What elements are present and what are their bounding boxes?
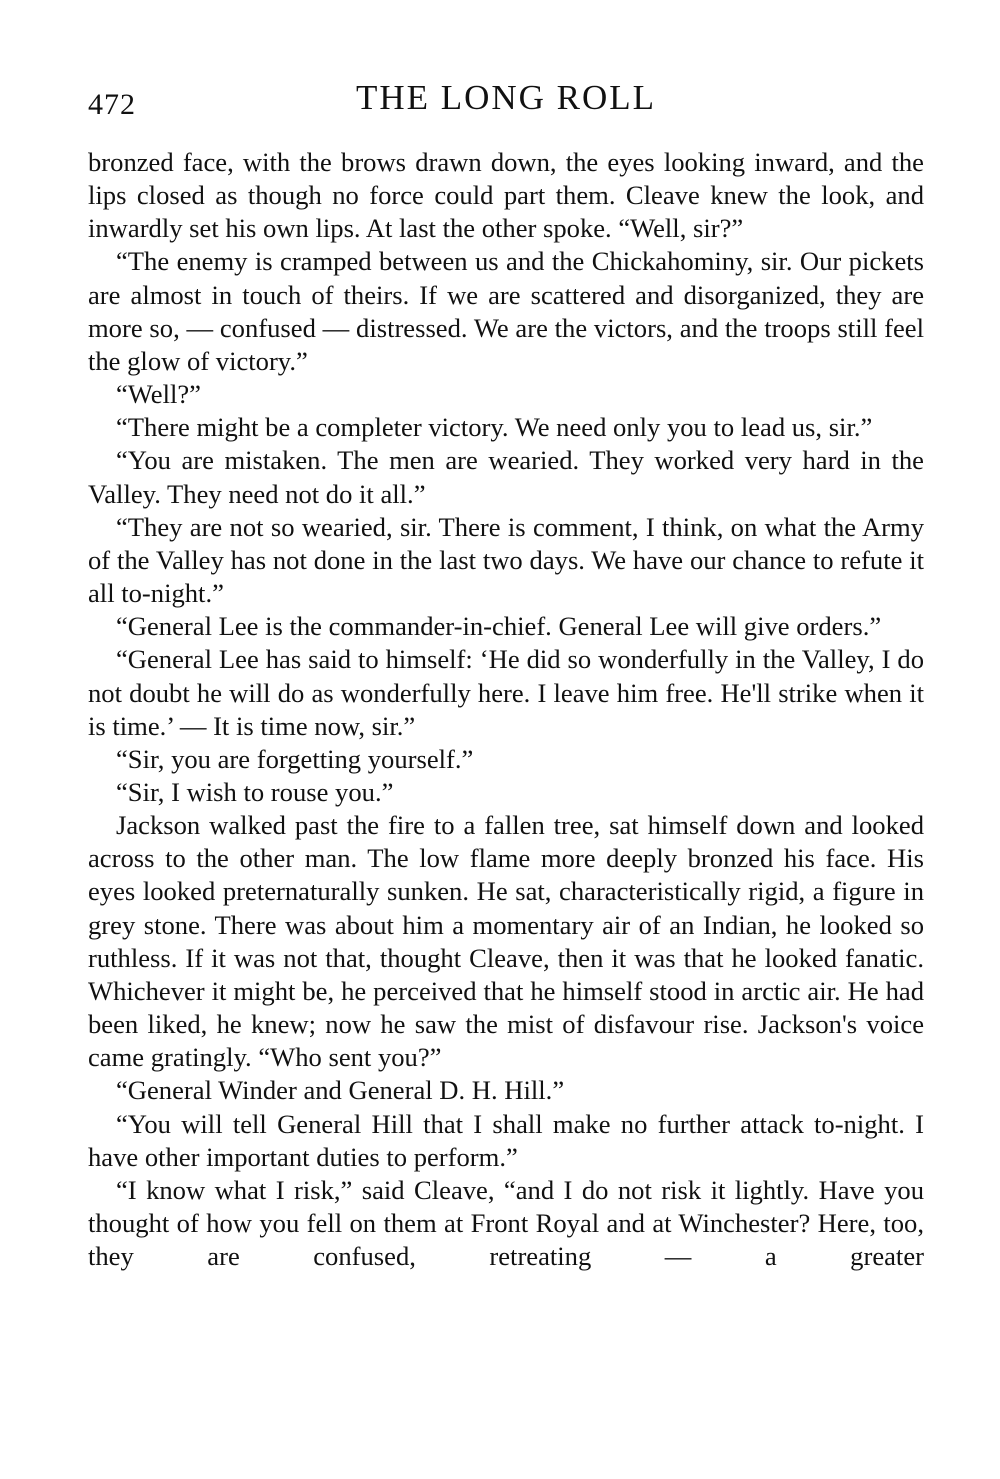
body-text bbox=[88, 146, 924, 1273]
paragraph: “I know what I risk,” said Cleave, “and I do not risk it lightly. Have you thought of how you fell on them at Front Royal and at Winchester? Here, too, they are confused, retreating — a greater bbox=[88, 1174, 924, 1272]
paragraph: “Sir, I wish to rouse you.” bbox=[116, 776, 394, 807]
book-page bbox=[88, 78, 924, 1273]
paragraph: “There might be a completer victory. We need only you to lead us, sir.” bbox=[116, 412, 873, 443]
running-title: THE LONG ROLL bbox=[355, 78, 657, 117]
paragraph: Jackson walked past the fire to a fallen tree, sat himself down and looked across to the other man. The low flame more deeply bronzed his face. His eyes looked preternaturally sunken. He sat, characteristically rigid, a figure in grey stone. There was about him a momentary air of an Indian, he looked so ruthless. If it was not that, thought Cleave, then it was that he looked fanatic. Whichever it might be, he perceived that he himself stood in arctic air. He had been liked, he knew; now he saw the mist of disfavour rise. Jackson's voice came gratingly. “Who sent you?” bbox=[88, 810, 924, 1073]
paragraph: “General Lee is the commander-in-chief. General Lee will give orders.” bbox=[116, 611, 882, 642]
paragraph: “Sir, you are forgetting yourself.” bbox=[116, 743, 474, 774]
paragraph: “General Lee has said to himself: ‘He did so wonderfully in the Valley, I do not doubt he will do as wonderfully here. I leave him free. He'll strike when it is time.’ — It is time now, sir.” bbox=[88, 644, 924, 741]
paragraph: bronzed face, with the brows drawn down, the eyes looking inward, and the lips closed as though no force could part them. Cleave knew the look, and inwardly set his own lips. At last the other spoke. “Well, sir?” bbox=[88, 147, 924, 244]
page-number: 472 bbox=[88, 88, 136, 121]
paragraph: “Well?” bbox=[116, 379, 201, 410]
paragraph: “General Winder and General D. H. Hill.” bbox=[116, 1075, 565, 1106]
page-header bbox=[88, 78, 924, 128]
paragraph: “They are not so wearied, sir. There is comment, I think, on what the Army of the Valley has not done in the last two days. We have our chance to refute it all to-night.” bbox=[88, 511, 924, 609]
paragraph: “The enemy is cramped between us and the Chickahominy, sir. Our pickets are almost in touch of theirs. If we are scattered and disorganized, they are more so, — confused — distressed. We are the victors, and the troops still feel the glow of victory.” bbox=[88, 246, 924, 376]
paragraph: “You will tell General Hill that I shall make no further attack to-night. I have other important duties to perform.” bbox=[88, 1108, 924, 1172]
paragraph: “You are mistaken. The men are wearied. They worked very hard in the Valley. They need not do it all.” bbox=[88, 445, 924, 509]
